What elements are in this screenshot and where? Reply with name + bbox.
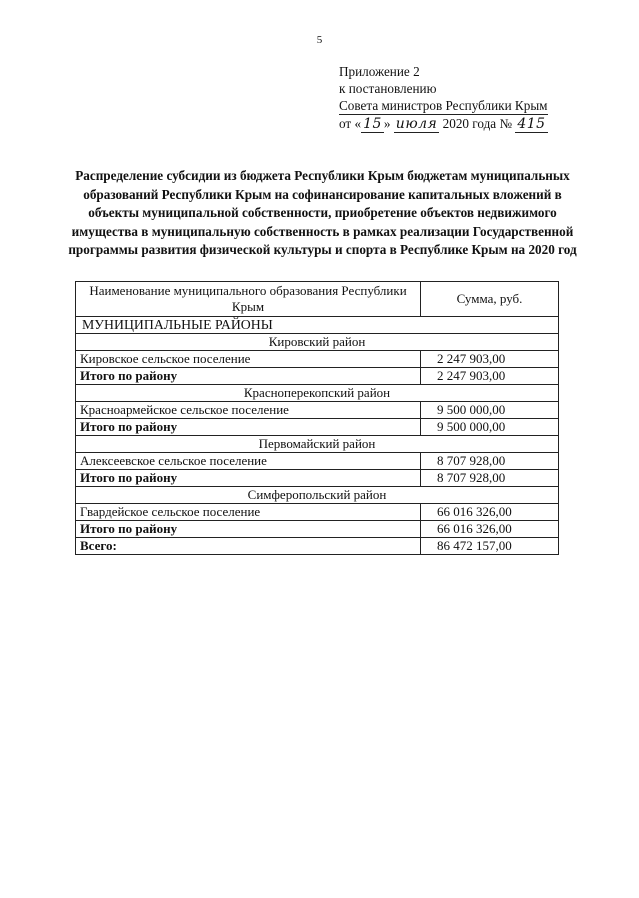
settlement-amount: 66 016 326,00 (421, 504, 559, 521)
settlement-name: Кировское сельское поселение (76, 351, 421, 368)
settlement-name: Алексеевское сельское поселение (76, 453, 421, 470)
document-title: Распределение субсидии из бюджета Республики Крым бюджетам муниципальных образований Республики Крым на софинансирование капитальных вложений в объекты муниципальной собственности, приобретение объектов недвижимого имущества в муниципальную собственность в рамках реализации Государственной программы развития физической культуры и спорта в Республике Крым на 2020 год (68, 168, 577, 258)
header-sum: Сумма, руб. (421, 282, 559, 317)
date-year: 2020 года № (442, 116, 513, 131)
table-row (76, 402, 559, 419)
table-row (76, 453, 559, 470)
district-total-label: Итого по району (76, 368, 421, 385)
district-total-row (76, 419, 559, 436)
grand-total-row (76, 538, 559, 555)
district-row (76, 487, 559, 504)
section-row (76, 317, 559, 334)
grand-total-amount: 86 472 157,00 (421, 538, 559, 555)
resolution-number: 415 (517, 116, 546, 132)
district-total-amount: 9 500 000,00 (421, 419, 559, 436)
district-name: Кировский район (76, 334, 559, 351)
table-row (76, 351, 559, 368)
settlement-amount: 9 500 000,00 (421, 402, 559, 419)
date-prefix: от « (339, 116, 362, 131)
section-label: МУНИЦИПАЛЬНЫЕ РАЙОНЫ (76, 317, 559, 334)
grand-total-label: Всего: (76, 538, 421, 555)
settlement-name: Красноармейское сельское поселение (76, 402, 421, 419)
settlement-amount: 8 707 928,00 (421, 453, 559, 470)
subsidy-table (75, 281, 559, 555)
settlement-name: Гвардейское сельское поселение (76, 504, 421, 521)
district-total-amount: 66 016 326,00 (421, 521, 559, 538)
district-total-amount: 2 247 903,00 (421, 368, 559, 385)
table-header-row (76, 282, 559, 317)
date-mid: » (383, 116, 391, 131)
settlement-amount: 2 247 903,00 (421, 351, 559, 368)
district-row (76, 334, 559, 351)
district-total-label: Итого по району (76, 521, 421, 538)
header-name: Наименование муниципального образования Республики Крым (76, 282, 421, 317)
date-month: июля (395, 116, 438, 132)
appendix-date-line (339, 115, 589, 133)
appendix-title: Приложение 2 (339, 64, 420, 79)
district-total-label: Итого по району (76, 470, 421, 487)
table-row (76, 504, 559, 521)
district-total-label: Итого по району (76, 419, 421, 436)
district-total-row (76, 521, 559, 538)
appendix-authority: Совета министров Республики Крым (339, 98, 548, 113)
district-total-row (76, 470, 559, 487)
date-day: 15 (363, 116, 382, 132)
district-total-row (76, 368, 559, 385)
district-row (76, 385, 559, 402)
district-name: Первомайский район (76, 436, 559, 453)
district-total-amount: 8 707 928,00 (421, 470, 559, 487)
district-name: Красноперекопский район (76, 385, 559, 402)
page-number: 5 (316, 34, 323, 46)
appendix-ref: к постановлению (339, 81, 437, 96)
appendix-block (339, 63, 589, 133)
district-row (76, 436, 559, 453)
district-name: Симферопольский район (76, 487, 559, 504)
